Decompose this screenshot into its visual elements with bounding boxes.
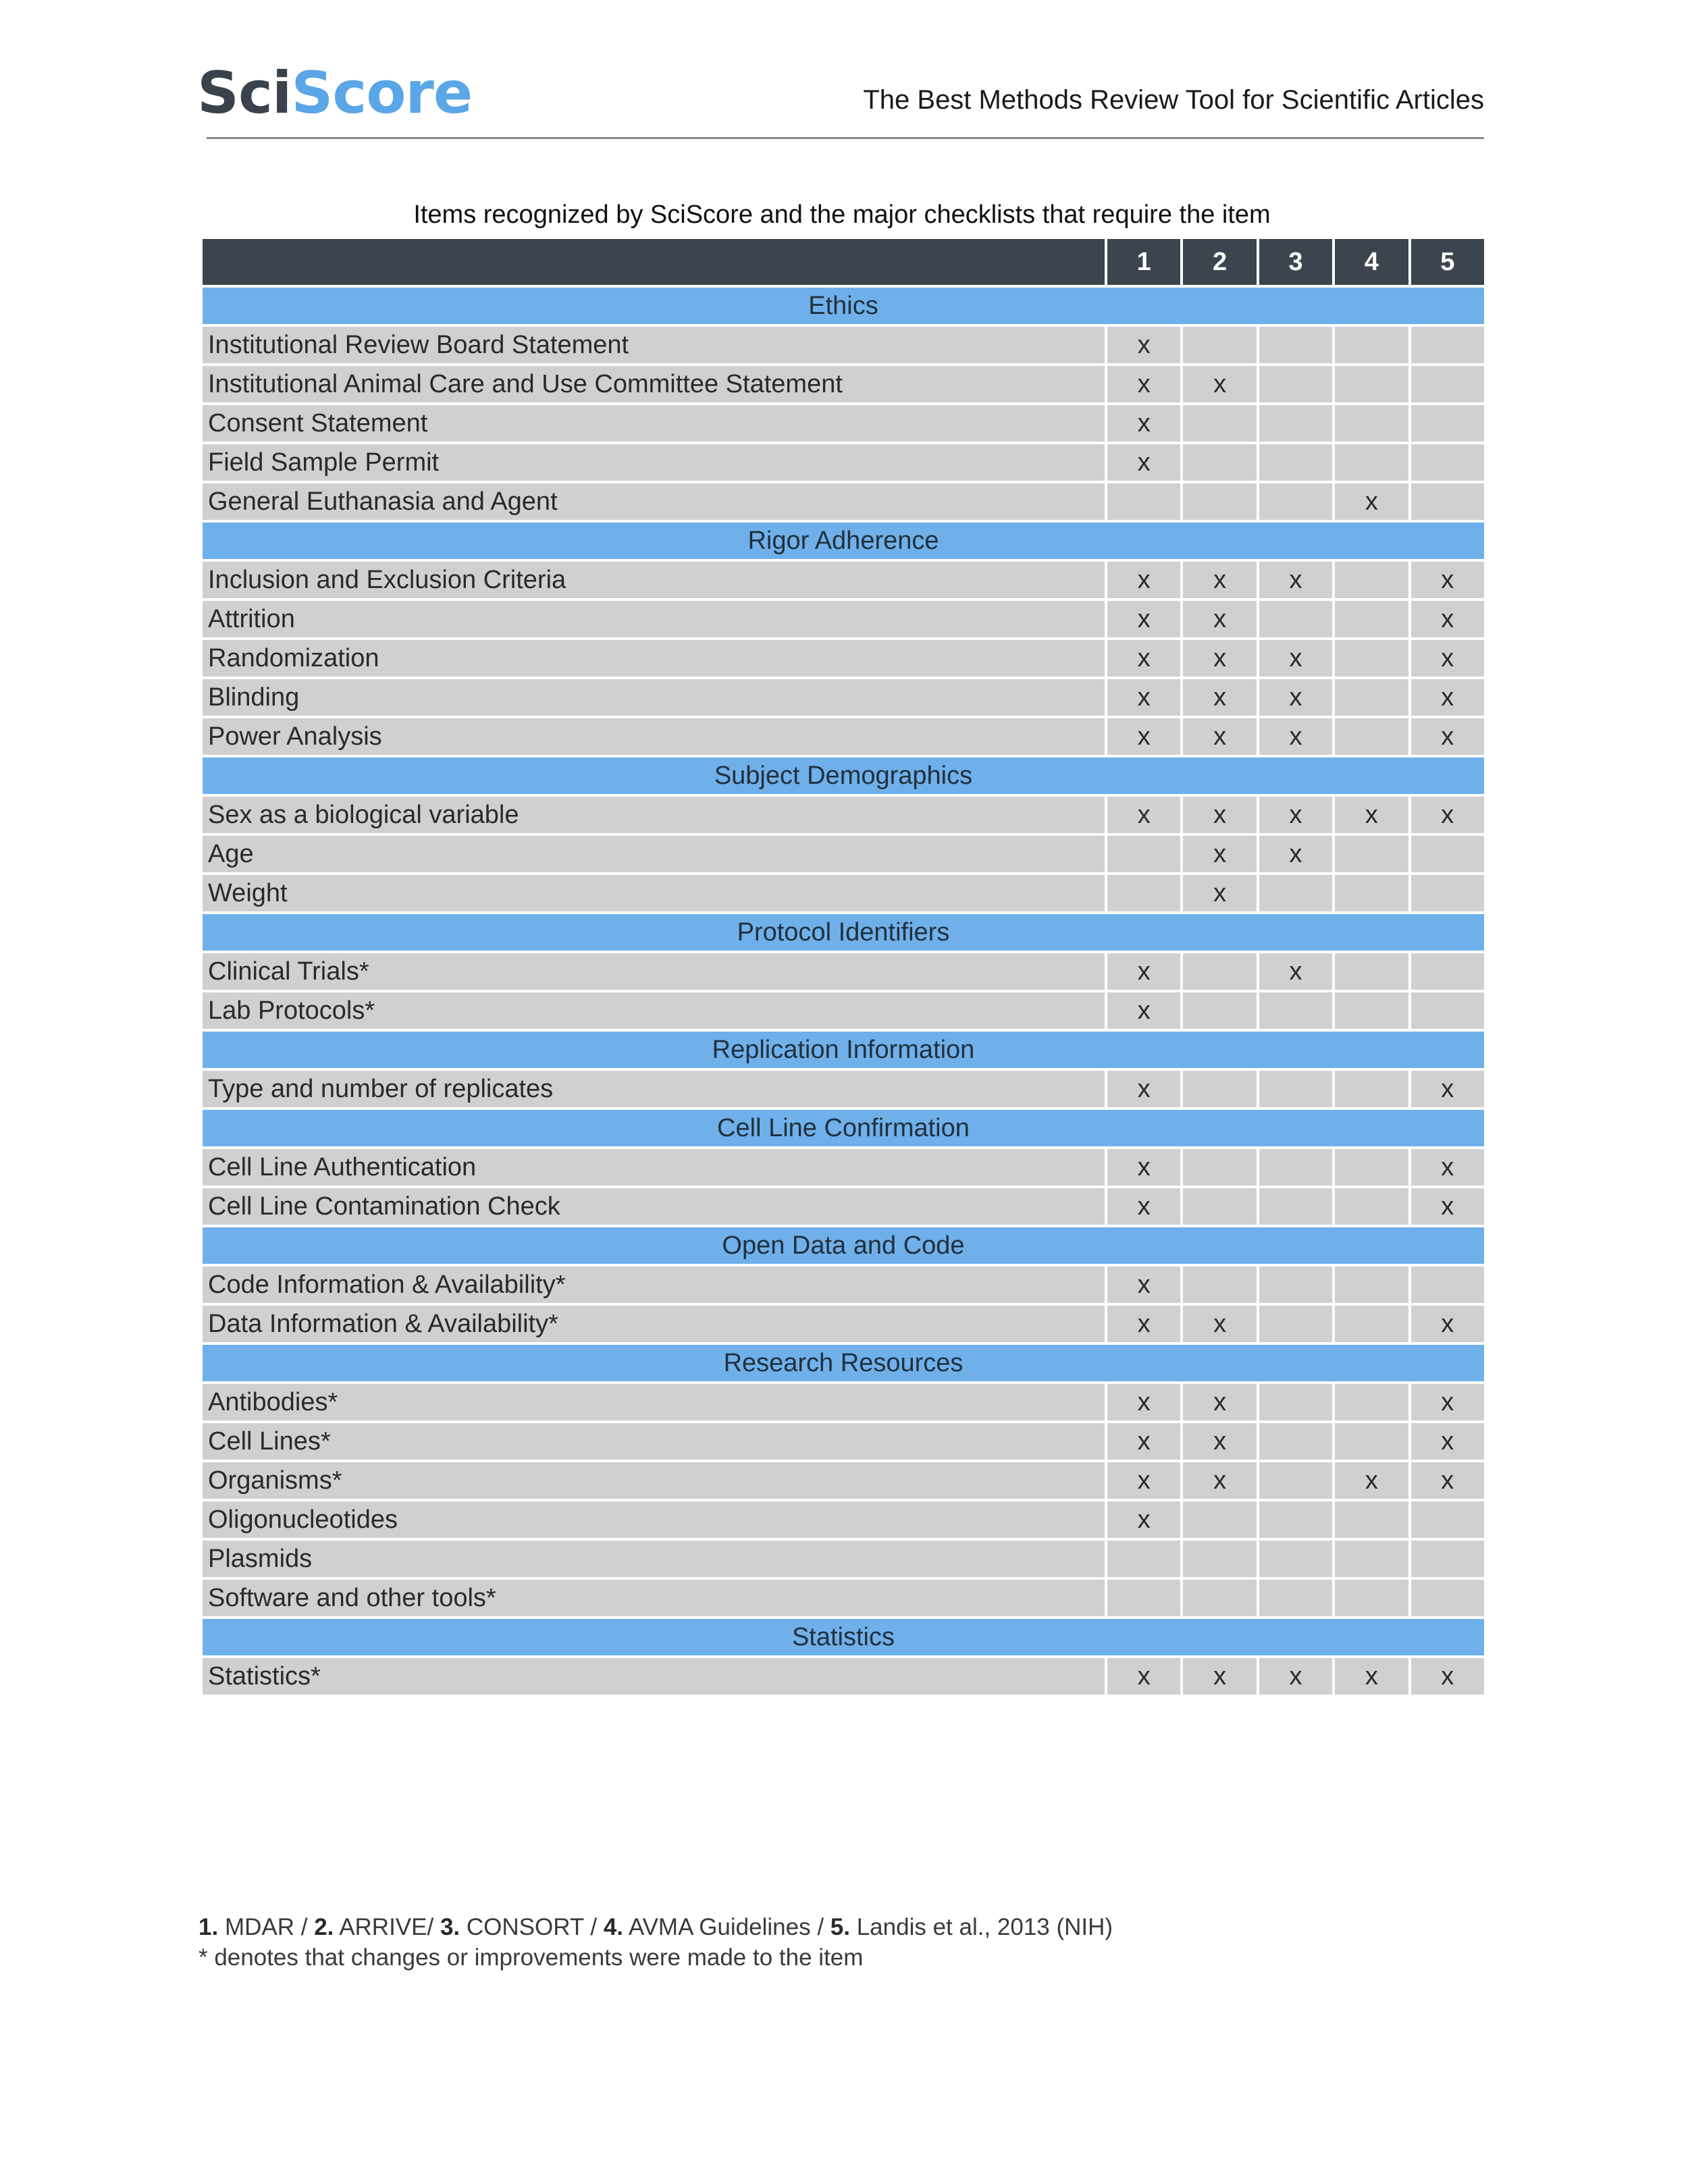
checklist-3-cell (1258, 443, 1334, 482)
checklist-1-cell: x (1106, 991, 1182, 1030)
checklist-5-cell (1410, 1578, 1485, 1618)
checklist-3-cell (1258, 1187, 1334, 1226)
item-label: Software and other tools* (201, 1578, 1106, 1618)
checklist-4-cell (1334, 834, 1409, 874)
checklist-1-cell (1106, 874, 1182, 913)
checklist-4-cell (1334, 560, 1409, 600)
checklist-2-cell (1182, 991, 1257, 1030)
checklist-5-cell: x (1410, 795, 1485, 834)
checklist-3-cell: x (1258, 560, 1334, 600)
table-row (201, 834, 1485, 874)
checklist-2-cell (1182, 325, 1257, 365)
checklist-3-cell (1258, 1539, 1334, 1578)
checklist-2-cell (1182, 1069, 1257, 1109)
checklist-1-cell: x (1106, 365, 1182, 404)
checklist-5-cell: x (1410, 1422, 1485, 1461)
checklist-4-cell (1334, 874, 1409, 913)
section-row (201, 913, 1485, 952)
checklist-2-cell (1182, 1539, 1257, 1578)
checklist-1-cell: x (1106, 717, 1182, 756)
checklist-5-cell: x (1410, 1461, 1485, 1500)
checklist-1-cell: x (1106, 443, 1182, 482)
legend-name: Landis et al., 2013 (NIH) (856, 1914, 1113, 1940)
table-row (201, 325, 1485, 365)
item-label: Consent Statement (201, 404, 1106, 443)
checklist-2-cell (1182, 443, 1257, 482)
section-row (201, 1030, 1485, 1069)
legend-number: 1. (199, 1914, 219, 1940)
checklist-1-cell (1106, 1539, 1182, 1578)
table-row (201, 1657, 1485, 1696)
checklist-3-cell (1258, 1461, 1334, 1500)
checklist-1-cell: x (1106, 1265, 1182, 1304)
checklist-2-cell: x (1182, 678, 1257, 717)
checklist-1-cell: x (1106, 1304, 1182, 1343)
checklist-4-cell (1334, 1539, 1409, 1578)
checklist-2-cell: x (1182, 560, 1257, 600)
checklist-4-cell: x (1334, 1657, 1409, 1696)
checklist-2-cell: x (1182, 1657, 1257, 1696)
checklist-5-cell: x (1410, 1148, 1485, 1187)
checklist-4-cell: x (1334, 1461, 1409, 1500)
checklist-2-cell: x (1182, 717, 1257, 756)
checklist-3-cell: x (1258, 717, 1334, 756)
column-header-5: 5 (1410, 238, 1485, 286)
checklist-4-cell (1334, 1265, 1409, 1304)
section-row (201, 756, 1485, 795)
checklist-4-cell (1334, 639, 1409, 678)
checklist-3-cell (1258, 874, 1334, 913)
checklist-5-cell (1410, 834, 1485, 874)
checklist-5-cell (1410, 1265, 1485, 1304)
logo-score-text: Score (291, 59, 473, 127)
table-row (201, 600, 1485, 639)
checklist-4-cell (1334, 678, 1409, 717)
checklist-1-cell: x (1106, 560, 1182, 600)
table-row (201, 874, 1485, 913)
checklist-2-cell (1182, 952, 1257, 991)
sciscore-logo (197, 59, 472, 127)
table-row (201, 991, 1485, 1030)
checklist-5-cell: x (1410, 1657, 1485, 1696)
checklist-2-cell (1182, 1187, 1257, 1226)
checklist-3-cell (1258, 325, 1334, 365)
checklist-4-cell (1334, 1148, 1409, 1187)
checklist-2-cell (1182, 1265, 1257, 1304)
table-header (201, 238, 1485, 286)
table-row (201, 1539, 1485, 1578)
checklist-5-cell (1410, 1500, 1485, 1539)
section-row (201, 286, 1485, 325)
header-tagline: The Best Methods Review Tool for Scientific Articles (863, 85, 1484, 115)
header-blank-cell (201, 238, 1106, 286)
checklist-5-cell: x (1410, 717, 1485, 756)
table-row (201, 1500, 1485, 1539)
table-row (201, 952, 1485, 991)
checklist-4-cell: x (1334, 482, 1409, 521)
checklist-4-cell (1334, 404, 1409, 443)
logo-sci-text: Sci (197, 59, 292, 127)
checklist-2-cell: x (1182, 600, 1257, 639)
checklist-5-cell (1410, 365, 1485, 404)
checklist-5-cell: x (1410, 1187, 1485, 1226)
checklist-4-cell (1334, 1187, 1409, 1226)
item-label: Institutional Animal Care and Use Committee Statement (201, 365, 1106, 404)
checklist-3-cell (1258, 1422, 1334, 1461)
checklist-2-cell: x (1182, 795, 1257, 834)
column-header-3: 3 (1258, 238, 1334, 286)
item-label: Data Information & Availability* (201, 1304, 1106, 1343)
checklist-4-cell (1334, 1383, 1409, 1422)
item-label: Power Analysis (201, 717, 1106, 756)
header-divider (207, 137, 1484, 139)
legend-number: 3. (440, 1914, 460, 1940)
item-label: Cell Line Authentication (201, 1148, 1106, 1187)
checklist-1-cell: x (1106, 952, 1182, 991)
checklist-4-cell (1334, 952, 1409, 991)
checklist-1-cell: x (1106, 1500, 1182, 1539)
item-label: Clinical Trials* (201, 952, 1106, 991)
checklist-5-cell (1410, 952, 1485, 991)
checklist-legend (199, 1912, 1481, 1942)
checklist-5-cell (1410, 1539, 1485, 1578)
checklist-4-cell (1334, 717, 1409, 756)
table-row (201, 482, 1485, 521)
column-header-4: 4 (1334, 238, 1409, 286)
section-row (201, 1343, 1485, 1383)
section-row (201, 1226, 1485, 1265)
section-title: Open Data and Code (201, 1226, 1485, 1265)
checklist-2-cell: x (1182, 1461, 1257, 1500)
legend-number: 2. (314, 1914, 334, 1940)
legend-name: ARRIVE (339, 1914, 427, 1940)
item-label: Organisms* (201, 1461, 1106, 1500)
checklist-5-cell (1410, 443, 1485, 482)
checklist-5-cell (1410, 482, 1485, 521)
checklist-1-cell: x (1106, 600, 1182, 639)
checklist-3-cell: x (1258, 834, 1334, 874)
checklist-1-cell: x (1106, 678, 1182, 717)
checklist-4-cell (1334, 1422, 1409, 1461)
column-header-2: 2 (1182, 238, 1257, 286)
checklist-4-cell (1334, 1500, 1409, 1539)
legend-name: MDAR (224, 1914, 294, 1940)
checklist-1-cell (1106, 482, 1182, 521)
checklist-1-cell: x (1106, 325, 1182, 365)
checklist-4-cell (1334, 443, 1409, 482)
section-row (201, 521, 1485, 560)
checklist-1-cell: x (1106, 1657, 1182, 1696)
checklist-4-cell (1334, 325, 1409, 365)
section-title: Research Resources (201, 1343, 1485, 1383)
checklist-1-cell: x (1106, 1422, 1182, 1461)
item-label: Type and number of replicates (201, 1069, 1106, 1109)
item-label: Age (201, 834, 1106, 874)
table-row (201, 1578, 1485, 1618)
item-label: Inclusion and Exclusion Criteria (201, 560, 1106, 600)
section-title: Replication Information (201, 1030, 1485, 1069)
item-label: Plasmids (201, 1539, 1106, 1578)
item-label: Sex as a biological variable (201, 795, 1106, 834)
checklist-4-cell (1334, 1069, 1409, 1109)
checklist-5-cell (1410, 991, 1485, 1030)
table-row (201, 1265, 1485, 1304)
section-row (201, 1109, 1485, 1148)
checklist-5-cell (1410, 404, 1485, 443)
item-label: Cell Lines* (201, 1422, 1106, 1461)
checklist-3-cell: x (1258, 952, 1334, 991)
section-title: Subject Demographics (201, 756, 1485, 795)
checklist-3-cell (1258, 404, 1334, 443)
section-title: Rigor Adherence (201, 521, 1485, 560)
checklist-3-cell (1258, 991, 1334, 1030)
checklist-2-cell (1182, 1578, 1257, 1618)
legend-separator: / (427, 1914, 440, 1940)
table-row (201, 795, 1485, 834)
checklist-1-cell: x (1106, 639, 1182, 678)
checklist-1-cell (1106, 1578, 1182, 1618)
table-row (201, 443, 1485, 482)
checklist-matrix-table (200, 236, 1487, 1697)
item-label: Attrition (201, 600, 1106, 639)
checklist-5-cell: x (1410, 1304, 1485, 1343)
checklist-2-cell: x (1182, 1422, 1257, 1461)
checklist-2-cell: x (1182, 1383, 1257, 1422)
checklist-3-cell (1258, 365, 1334, 404)
item-label: Oligonucleotides (201, 1500, 1106, 1539)
item-label: Antibodies* (201, 1383, 1106, 1422)
checklist-3-cell: x (1258, 639, 1334, 678)
table-body (201, 286, 1485, 1696)
table-row (201, 560, 1485, 600)
checklist-3-cell (1258, 482, 1334, 521)
checklist-5-cell (1410, 325, 1485, 365)
item-label: Cell Line Contamination Check (201, 1187, 1106, 1226)
checklist-5-cell (1410, 874, 1485, 913)
checklist-2-cell (1182, 404, 1257, 443)
checklist-5-cell: x (1410, 600, 1485, 639)
checklist-3-cell: x (1258, 1657, 1334, 1696)
checklist-4-cell (1334, 1304, 1409, 1343)
checklist-1-cell: x (1106, 1383, 1182, 1422)
item-label: Lab Protocols* (201, 991, 1106, 1030)
table-row (201, 1069, 1485, 1109)
item-label: Blinding (201, 678, 1106, 717)
checklist-2-cell: x (1182, 365, 1257, 404)
legend-separator: / (583, 1914, 604, 1940)
checklist-5-cell: x (1410, 560, 1485, 600)
checklist-1-cell: x (1106, 404, 1182, 443)
item-label: General Euthanasia and Agent (201, 482, 1106, 521)
item-label: Statistics* (201, 1657, 1106, 1696)
section-title: Ethics (201, 286, 1485, 325)
checklist-2-cell (1182, 482, 1257, 521)
checklist-4-cell (1334, 365, 1409, 404)
checklist-3-cell (1258, 1500, 1334, 1539)
checklist-2-cell: x (1182, 639, 1257, 678)
legend-separator: / (294, 1914, 315, 1940)
checklist-5-cell: x (1410, 678, 1485, 717)
table-row (201, 1422, 1485, 1461)
checklist-1-cell: x (1106, 1461, 1182, 1500)
checklist-3-cell (1258, 1304, 1334, 1343)
item-label: Randomization (201, 639, 1106, 678)
checklist-2-cell: x (1182, 874, 1257, 913)
section-row (201, 1618, 1485, 1657)
header-row (201, 238, 1485, 286)
checklist-3-cell (1258, 1578, 1334, 1618)
table-row (201, 365, 1485, 404)
legend-number: 4. (603, 1914, 624, 1940)
page-header (197, 59, 1484, 134)
checklist-1-cell: x (1106, 1148, 1182, 1187)
checklist-2-cell (1182, 1148, 1257, 1187)
table-row (201, 1304, 1485, 1343)
checklist-1-cell (1106, 834, 1182, 874)
checklist-5-cell: x (1410, 1383, 1485, 1422)
checklist-1-cell: x (1106, 1069, 1182, 1109)
section-title: Statistics (201, 1618, 1485, 1657)
legend-name: CONSORT (466, 1914, 584, 1940)
table-row (201, 717, 1485, 756)
column-header-1: 1 (1106, 238, 1182, 286)
checklist-2-cell (1182, 1500, 1257, 1539)
checklist-5-cell: x (1410, 639, 1485, 678)
legend-number: 5. (830, 1914, 850, 1940)
table-caption: Items recognized by SciScore and the major checklists that require the item (413, 201, 1271, 229)
checklist-4-cell (1334, 991, 1409, 1030)
section-title: Cell Line Confirmation (201, 1109, 1485, 1148)
table-row (201, 1383, 1485, 1422)
checklist-4-cell (1334, 1578, 1409, 1618)
checklist-4-cell (1334, 600, 1409, 639)
checklist-2-cell: x (1182, 834, 1257, 874)
checklist-1-cell: x (1106, 1187, 1182, 1226)
table-row (201, 404, 1485, 443)
checklist-1-cell: x (1106, 795, 1182, 834)
table-row (201, 1461, 1485, 1500)
checklist-3-cell: x (1258, 678, 1334, 717)
item-label: Code Information & Availability* (201, 1265, 1106, 1304)
checklist-3-cell: x (1258, 795, 1334, 834)
checklist-5-cell: x (1410, 1069, 1485, 1109)
item-label: Field Sample Permit (201, 443, 1106, 482)
legend-name: AVMA Guidelines (628, 1914, 811, 1940)
table-row (201, 1148, 1485, 1187)
asterisk-note: * denotes that changes or improvements were made to the item (199, 1944, 864, 1971)
checklist-3-cell (1258, 1383, 1334, 1422)
table-row (201, 1187, 1485, 1226)
footnote (199, 1912, 1481, 1973)
table-row (201, 639, 1485, 678)
table-row (201, 678, 1485, 717)
legend-separator: / (810, 1914, 830, 1940)
section-title: Protocol Identifiers (201, 913, 1485, 952)
checklist-3-cell (1258, 1265, 1334, 1304)
checklist-2-cell: x (1182, 1304, 1257, 1343)
checklist-3-cell (1258, 600, 1334, 639)
checklist-4-cell: x (1334, 795, 1409, 834)
checklist-3-cell (1258, 1148, 1334, 1187)
item-label: Weight (201, 874, 1106, 913)
item-label: Institutional Review Board Statement (201, 325, 1106, 365)
checklist-3-cell (1258, 1069, 1334, 1109)
